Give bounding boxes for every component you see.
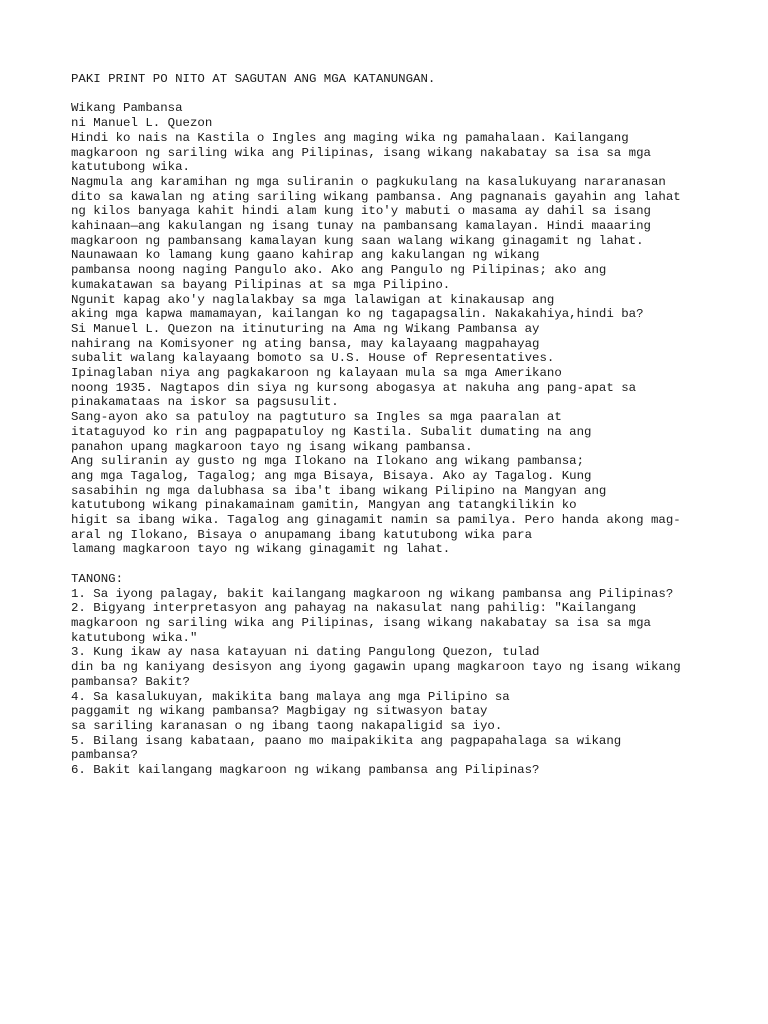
- article-text-line: Si Manuel L. Quezon na itinuturing na Ama ng Wikang Pambansa ay: [71, 321, 540, 336]
- article-text-line: aking mga kapwa mamamayan, kailangan ko ng tagapagsalin. Nakakahiya,hindi ba?: [71, 307, 644, 322]
- document-page: [71, 72, 711, 778]
- question-text-line: magkaroon ng sariling wika ang Pilipinas, isang wikang nakabatay sa isa sa mga: [71, 615, 651, 630]
- article-text-line: magkaroon ng sariling wika ang Pilipinas, isang wikang nakabatay sa isa sa mga: [71, 145, 651, 160]
- article-body: [71, 131, 711, 557]
- question-text-line: 3. Kung ikaw ay nasa katayuan ni dating Pangulong Quezon, tulad: [71, 645, 540, 660]
- article-text-line: ng kilos banyaga kahit hindi alam kung ito'y mabuti o masama ay dahil sa isang: [71, 204, 651, 219]
- article-text-line: Nagmula ang karamihan ng mga suliranin o pagkukulang na kasalukuyang nararanasan: [71, 174, 666, 189]
- article-text-line: nahirang na Komisyoner ng ating bansa, may kalayaang magpahayag: [71, 336, 540, 351]
- article-text-line: magkaroon ng pambansang kamalayan kung saan walang wikang ginagamit ng lahat.: [71, 233, 644, 248]
- article-text-line: itataguyod ko rin ang pagpapatuloy ng Kastila. Subalit dumating na ang: [71, 424, 592, 439]
- question-text-line: katutubong wika.": [71, 630, 198, 645]
- article-text-line: katutubong wika.: [71, 160, 190, 175]
- article-text-line: Ngunit kapag ako'y naglalakbay sa mga lalawigan at kinakausap ang: [71, 292, 555, 307]
- article-text-line: lamang magkaroon tayo ng wikang ginagamit ng lahat.: [71, 542, 451, 557]
- question-text-line: pambansa? Bakit?: [71, 674, 190, 689]
- article-text-line: subalit walang kalayaang bomoto sa U.S. House of Representatives.: [71, 351, 555, 366]
- article-text-line: Hindi ko nais na Kastila o Ingles ang maging wika ng pamahalaan. Kailangang: [71, 130, 629, 145]
- article-author: ni Manuel L. Quezon: [71, 116, 213, 131]
- question-text-line: paggamit ng wikang pambansa? Magbigay ng sitwasyon batay: [71, 704, 488, 719]
- article-text-line: dito sa kawalan ng ating sariling wikang pambansa. Ang pagnanais gayahin ang lahat: [71, 189, 681, 204]
- article-text-line: pambansa noong naging Pangulo ako. Ako ang Pangulo ng Pilipinas; ako ang: [71, 263, 607, 278]
- question-text-line: pambansa?: [71, 748, 138, 763]
- questions-list: [71, 587, 711, 778]
- article-text-line: Ang suliranin ay gusto ng mga Ilokano na Ilokano ang wikang pambansa;: [71, 454, 585, 469]
- article-text-line: Sang-ayon ako sa patuloy na pagtuturo sa Ingles sa mga paaralan at: [71, 410, 562, 425]
- article-text-line: higit sa ibang wika. Tagalog ang ginagamit namin sa pamilya. Pero handa akong mag-: [71, 513, 681, 528]
- article-text-line: kahinaan—ang kakulangan ng isang tunay na pambansang kamalayan. Hindi maaaring: [71, 219, 651, 234]
- question-text-line: 4. Sa kasalukuyan, makikita bang malaya ang mga Pilipino sa: [71, 689, 510, 704]
- spacer: [71, 87, 711, 102]
- questions-heading: TANONG:: [71, 571, 124, 586]
- article-text-line: pinakamataas na iskor sa pagsusulit.: [71, 395, 339, 410]
- article-text-line: aral ng Ilokano, Bisaya o anupamang ibang katutubong wika para: [71, 527, 533, 542]
- question-text-line: 5. Bilang isang kabataan, paano mo maipakikita ang pagpapahalaga sa wikang: [71, 733, 622, 748]
- article-text-line: sasabihin ng mga dalubhasa sa iba't ibang wikang Pilipino na Mangyan ang: [71, 483, 607, 498]
- question-text-line: 1. Sa iyong palagay, bakit kailangang magkaroon ng wikang pambansa ang Pilipinas?: [71, 586, 674, 601]
- article-text-line: ang mga Tagalog, Tagalog; ang mga Bisaya, Bisaya. Ako ay Tagalog. Kung: [71, 468, 592, 483]
- article-text-line: panahon upang magkaroon tayo ng isang wikang pambansa.: [71, 439, 473, 454]
- document-header: PAKI PRINT PO NITO AT SAGUTAN ANG MGA KATANUNGAN.: [71, 72, 436, 86]
- question-text-line: sa sariling karanasan o ng ibang taong nakapaligid sa iyo.: [71, 718, 503, 733]
- spacer: [71, 557, 711, 572]
- article-text-line: katutubong wikang pinakamainam gamitin, Mangyan ang tatangkilikin ko: [71, 498, 577, 513]
- article-text-line: noong 1935. Nagtapos din siya ng kursong abogasya at nakuha ang pang-apat sa: [71, 380, 637, 395]
- question-text-line: din ba ng kaniyang desisyon ang iyong gagawin upang magkaroon tayo ng isang wikang: [71, 660, 681, 675]
- article-text-line: Ipinaglaban niya ang pagkakaroon ng kalayaan mula sa mga Amerikano: [71, 366, 562, 381]
- article-text-line: Naunawaan ko lamang kung gaano kahirap ang kakulangan ng wikang: [71, 248, 540, 263]
- article-title: Wikang Pambansa: [71, 101, 183, 116]
- article-text-line: kumakatawan sa bayang Pilipinas at sa mga Pilipino.: [71, 277, 451, 292]
- question-text-line: 6. Bakit kailangang magkaroon ng wikang pambansa ang Pilipinas?: [71, 763, 540, 778]
- question-text-line: 2. Bigyang interpretasyon ang pahayag na nakasulat nang pahilig: "Kailangang: [71, 601, 637, 616]
